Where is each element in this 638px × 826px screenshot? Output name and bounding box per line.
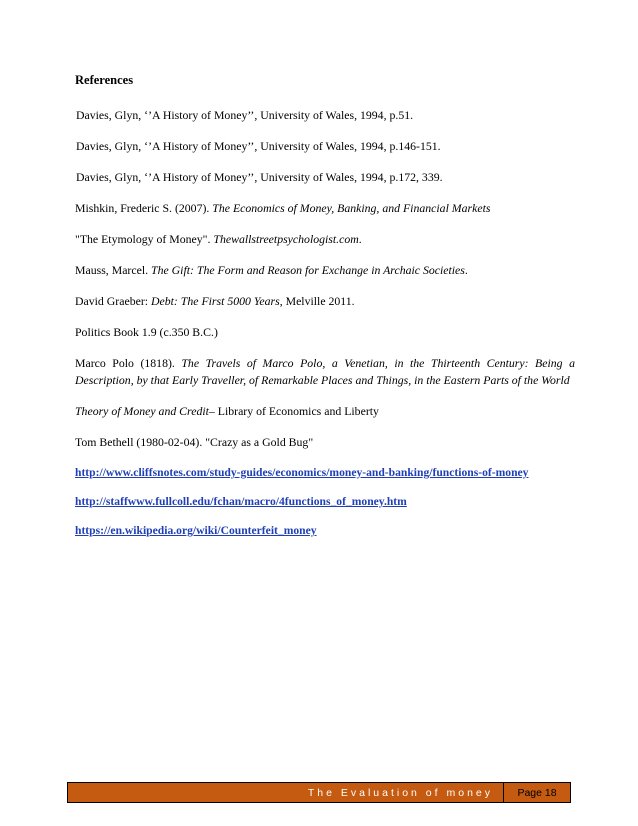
reference-item: Marco Polo (1818). The Travels of Marco Polo, a Venetian, in the Thirteenth Century: Being a Description, by that Early Traveller, of Remarkable Places and Things, in the Eastern Parts of the World	[75, 356, 575, 387]
reference-item: "The Etymology of Money". Thewallstreetpsychologist.com.	[75, 232, 362, 246]
reference-item: David Graeber: Debt: The First 5000 Years, Melville 2011.	[75, 294, 355, 308]
reference-item: Davies, Glyn, ‘’A History of Money’’, University of Wales, 1994, p.51.	[76, 108, 414, 122]
reference-link-cliffsnotes[interactable]: http://www.cliffsnotes.com/study-guides/economics/money-and-banking/functions-of-money	[75, 466, 529, 479]
references-heading: References	[75, 73, 134, 87]
reference-item: Politics Book 1.9 (c.350 B.C.)	[75, 325, 218, 339]
footer-title: The Evaluation of money	[68, 783, 503, 802]
reference-item: Davies, Glyn, ‘’A History of Money’’, University of Wales, 1994, p.172, 339.	[76, 170, 443, 184]
reference-item: Mishkin, Frederic S. (2007). The Economics of Money, Banking, and Financial Markets	[75, 201, 491, 215]
reference-item: Mauss, Marcel. The Gift: The Form and Reason for Exchange in Archaic Societies.	[75, 263, 468, 277]
reference-item: Davies, Glyn, ‘’A History of Money’’, University of Wales, 1994, p.146-151.	[76, 139, 441, 153]
reference-item: Tom Bethell (1980-02-04). "Crazy as a Gold Bug"	[75, 435, 314, 449]
reference-item: Theory of Money and Credit– Library of Economics and Liberty	[75, 404, 379, 418]
reference-link-fullcoll[interactable]: http://staffwww.fullcoll.edu/fchan/macro/4functions_of_money.htm	[75, 495, 407, 508]
page-footer	[67, 782, 571, 803]
reference-link-wikipedia[interactable]: https://en.wikipedia.org/wiki/Counterfeit_money	[75, 524, 317, 537]
references-section	[75, 72, 575, 552]
page-number: Page 18	[503, 783, 570, 802]
